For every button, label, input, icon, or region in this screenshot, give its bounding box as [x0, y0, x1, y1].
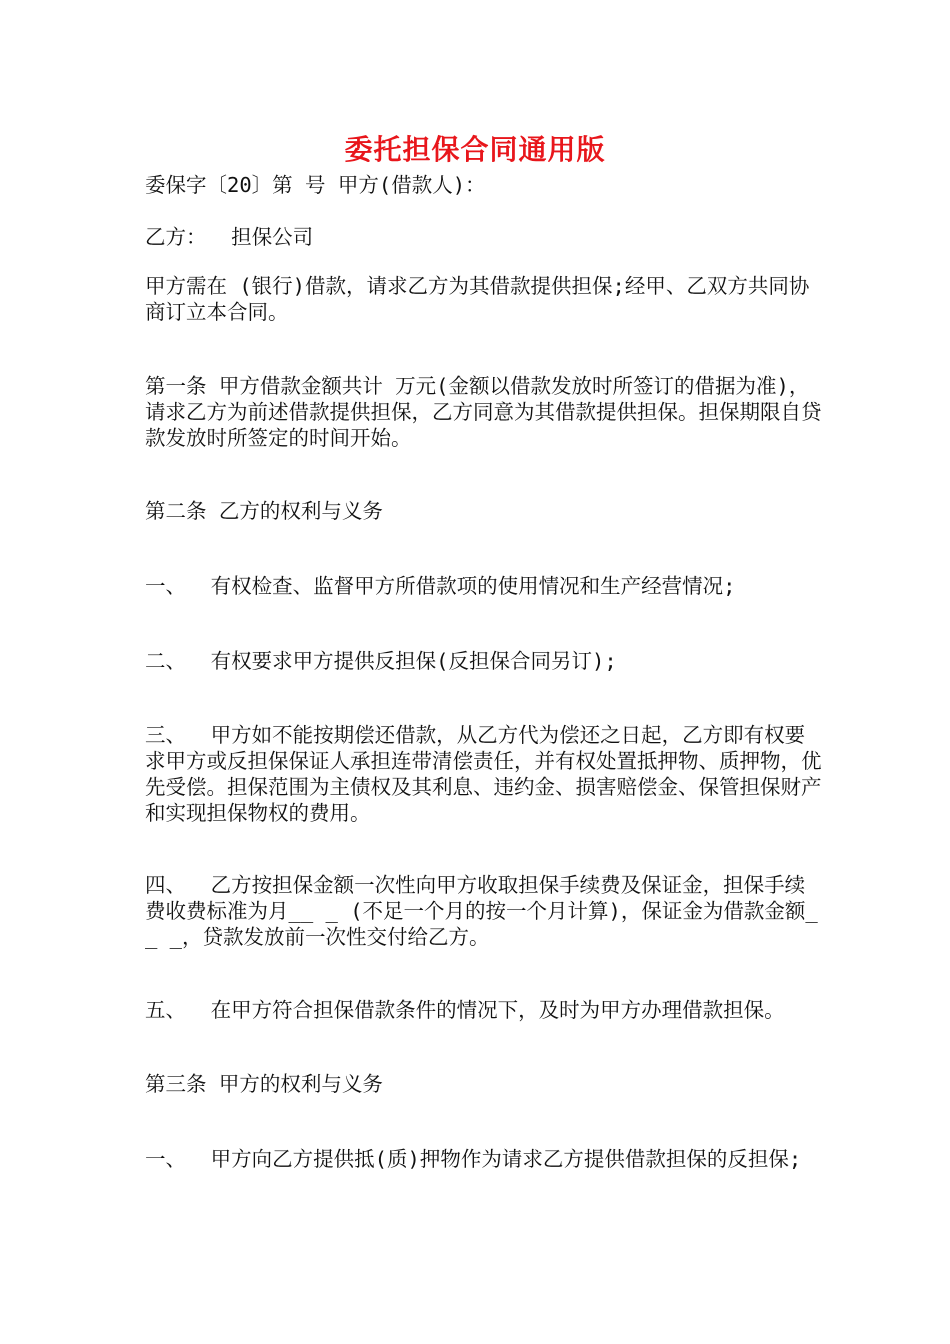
contract-number-line: 委保字〔20〕第 号 甲方(借款人)： [145, 173, 486, 197]
article-one-paragraph: 第一条 甲方借款金额共计 万元(金额以借款发放时所签订的借据为准)，请求乙方为前述借款提供担保，乙方同意为其借款提供担保。担保期限自贷款发放时所签定的时间开始。 [145, 374, 822, 450]
article-two-clause-4: 四、 乙方按担保金额一次性向甲方收取担保手续费及保证金，担保手续费收费标准为月__ _ (不足一个月的按一个月计算)，保证金为借款金额__ _，贷款发放前一次性交付给乙方。 [145, 873, 818, 949]
article-two-heading: 第二条 乙方的权利与义务 [145, 499, 383, 523]
article-three-heading: 第三条 甲方的权利与义务 [145, 1072, 383, 1096]
article-two-clause-3: 三、 甲方如不能按期偿还借款，从乙方代为偿还之日起，乙方即有权要求甲方或反担保保证人承担连带清偿责任，并有权处置抵押物、质押物，优先受偿。担保范围为主债权及其利息、违约金、损害赔偿金、保管担保财产和实现担保物权的费用。 [145, 723, 822, 825]
document-title: 委托担保合同通用版 [344, 133, 606, 166]
party-b-line: 乙方： 担保公司 [145, 225, 314, 249]
article-two-clause-1: 一、 有权检查、监督甲方所借款项的使用情况和生产经营情况; [145, 574, 736, 598]
article-three-clause-1: 一、 甲方向乙方提供抵(质)押物作为请求乙方提供借款担保的反担保; [145, 1147, 802, 1171]
article-two-clause-2: 二、 有权要求甲方提供反担保(反担保合同另订); [145, 649, 617, 673]
preamble-paragraph: 甲方需在 (银行)借款，请求乙方为其借款提供担保;经甲、乙双方共同协商订立本合同。 [145, 274, 810, 324]
article-two-clause-5: 五、 在甲方符合担保借款条件的情况下，及时为甲方办理借款担保。 [145, 998, 785, 1022]
